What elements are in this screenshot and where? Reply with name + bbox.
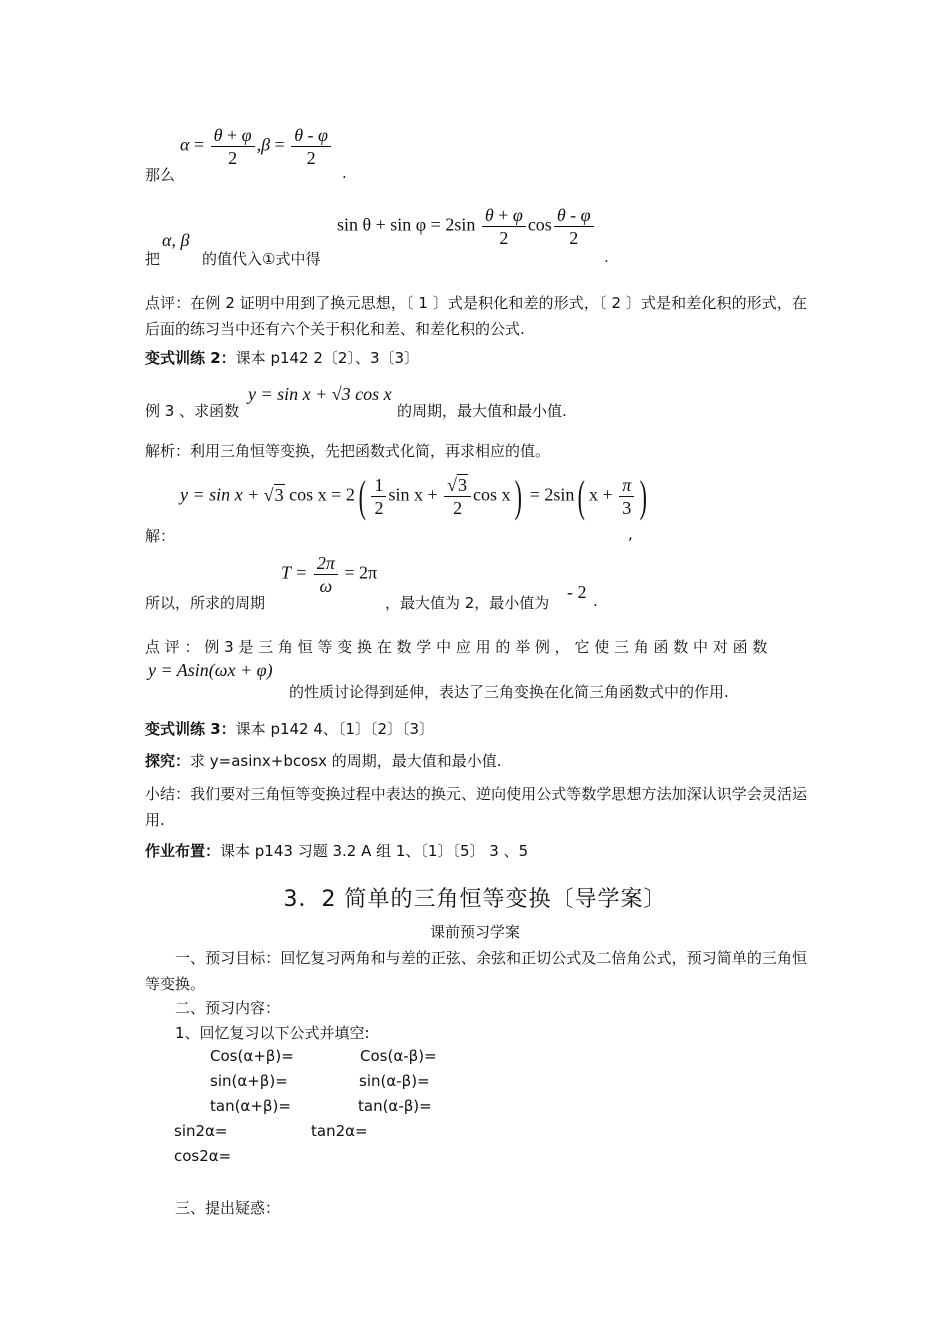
period-min: - 2 [567, 582, 587, 602]
line1-period: . [342, 164, 347, 182]
example-3-prefix: 例 3 、求函数 [145, 402, 240, 420]
solution-comma: , [628, 525, 633, 543]
analysis: 解析：利用三角恒等变换，先把函数式化简，再求相应的值。 [145, 442, 551, 460]
homework-text: 课本 p143 习题 3.2 A 组 1、〔1〕〔5〕 3 、5 [220, 842, 529, 860]
exercise-3 [145, 718, 434, 739]
solution-label: 解： [145, 527, 176, 545]
explore [145, 750, 502, 771]
period-prefix: 所以，所求的周期 [145, 594, 266, 612]
content-label: 二、预习内容： [175, 999, 281, 1017]
formula-tan-diff: tan(α-β)= [358, 1097, 432, 1115]
eq-sign: = [193, 134, 205, 155]
subtitle: 课前预习学案 [429, 923, 520, 941]
comment-2-line2: 的性质讨论得到延伸，表达了三角变换在化简三角函数式中的作用. [289, 683, 729, 701]
line1-prefix: 那么 [145, 166, 176, 184]
example-3-suffix: 的周期，最大值和最小值. [397, 402, 567, 420]
exercise-2-label: 变式训练 2： [145, 349, 236, 367]
line1-formula: α = $\frac{\theta + \varphi}{2}$ ,β = $\frac{\theta - \varphi}{2}$ [180, 124, 333, 169]
section-title: 3．2 简单的三角恒等变换〔导学案〕 [283, 887, 667, 912]
exercise-2 [145, 347, 419, 368]
formula-cos-sum: Cos(α+β)= [210, 1047, 294, 1065]
review-label: 1、回忆复习以下公式并填空: [175, 1024, 370, 1042]
formula-tan2: tan2α= [311, 1122, 368, 1140]
comment-2-formula: y = Asin(ωx + φ) [148, 660, 273, 680]
alpha-symbol: α [180, 134, 190, 155]
comment-2-line1: 点 评 ： 例 3 是 三 角 恒 等 变 换 在 数 学 中 应 用 的 举 例 ， 它 使 三 角 函 数 中 对 函 数 [145, 638, 768, 656]
formula-cos-diff: Cos(α-β)= [360, 1047, 437, 1065]
line2-prefix: 把 [145, 250, 161, 268]
alpha-beta-vars: α, β [162, 230, 190, 250]
explore-label: 探究： [145, 752, 191, 770]
summary: 小结：我们要对三角恒等变换过程中表达的换元、逆向使用公式等数学思想方法加深认识学会灵活运用. [145, 785, 807, 829]
beta-symbol: β [261, 134, 271, 155]
exercise-3-label: 变式训练 3： [145, 720, 236, 738]
exercise-2-text: 课本 p142 2〔2〕、3〔3〕 [235, 349, 420, 367]
formula-sin2: sin2α= [174, 1122, 228, 1140]
doubts-label: 三、提出疑惑： [175, 1199, 281, 1217]
formula-cos2: cos2α= [174, 1147, 232, 1165]
sum-to-product-formula: sin θ + sin φ = 2sin $\frac{\theta + \varphi}{2}$ cos $\frac{\theta - \varphi}{2}$ [337, 204, 596, 249]
formula-sin-sum: sin(α+β)= [210, 1072, 288, 1090]
exercise-3-text: 课本 p142 4、〔1〕〔2〕〔3〕 [235, 720, 435, 738]
formula-tan-sum: tan(α+β)= [210, 1097, 291, 1115]
line2-text: 的值代入①式中得 [202, 250, 321, 268]
comment-1: 点评：在例 2 证明中用到了换元思想，〔 1 〕式是积化和差的形式，〔 2 〕式是和差化积的形式，在后面的练习当中还有六个关于积化和差、和差化积的公式. [145, 294, 807, 338]
formula-sin-diff: sin(α-β)= [359, 1072, 430, 1090]
period-max: ，最大值为 2，最小值为 [385, 594, 550, 612]
period-formula: T = $\frac{2\pi}{\omega}$ = 2π [281, 553, 378, 596]
homework-label: 作业布置： [145, 842, 221, 860]
fraction-theta-plus-phi: $\frac{\theta + \varphi}{2}$ [211, 124, 255, 169]
example-3-formula: y = sin x + √3 cos x [248, 384, 392, 404]
homework [145, 840, 528, 861]
solution-formula: y = sin x + √3 cos x = 2( $\frac{1}{2}$ sin x + $\frac{√3}{2}$ cos x) = 2sin( x + $\frac{\pi}{3}$ ) [180, 471, 648, 521]
explore-text: 求 y=asinx+bcosx 的周期，最大值和最小值. [190, 752, 502, 770]
period-end: . [593, 592, 598, 610]
fraction-theta-minus-phi: $\frac{\theta - \varphi}{2}$ [291, 124, 331, 169]
line2-period: . [604, 248, 609, 266]
preview-goal: 一、预习目标：回忆复习两角和与差的正弦、余弦和正切公式及二倍角公式，预习简单的三角恒等变换。 [145, 949, 807, 993]
